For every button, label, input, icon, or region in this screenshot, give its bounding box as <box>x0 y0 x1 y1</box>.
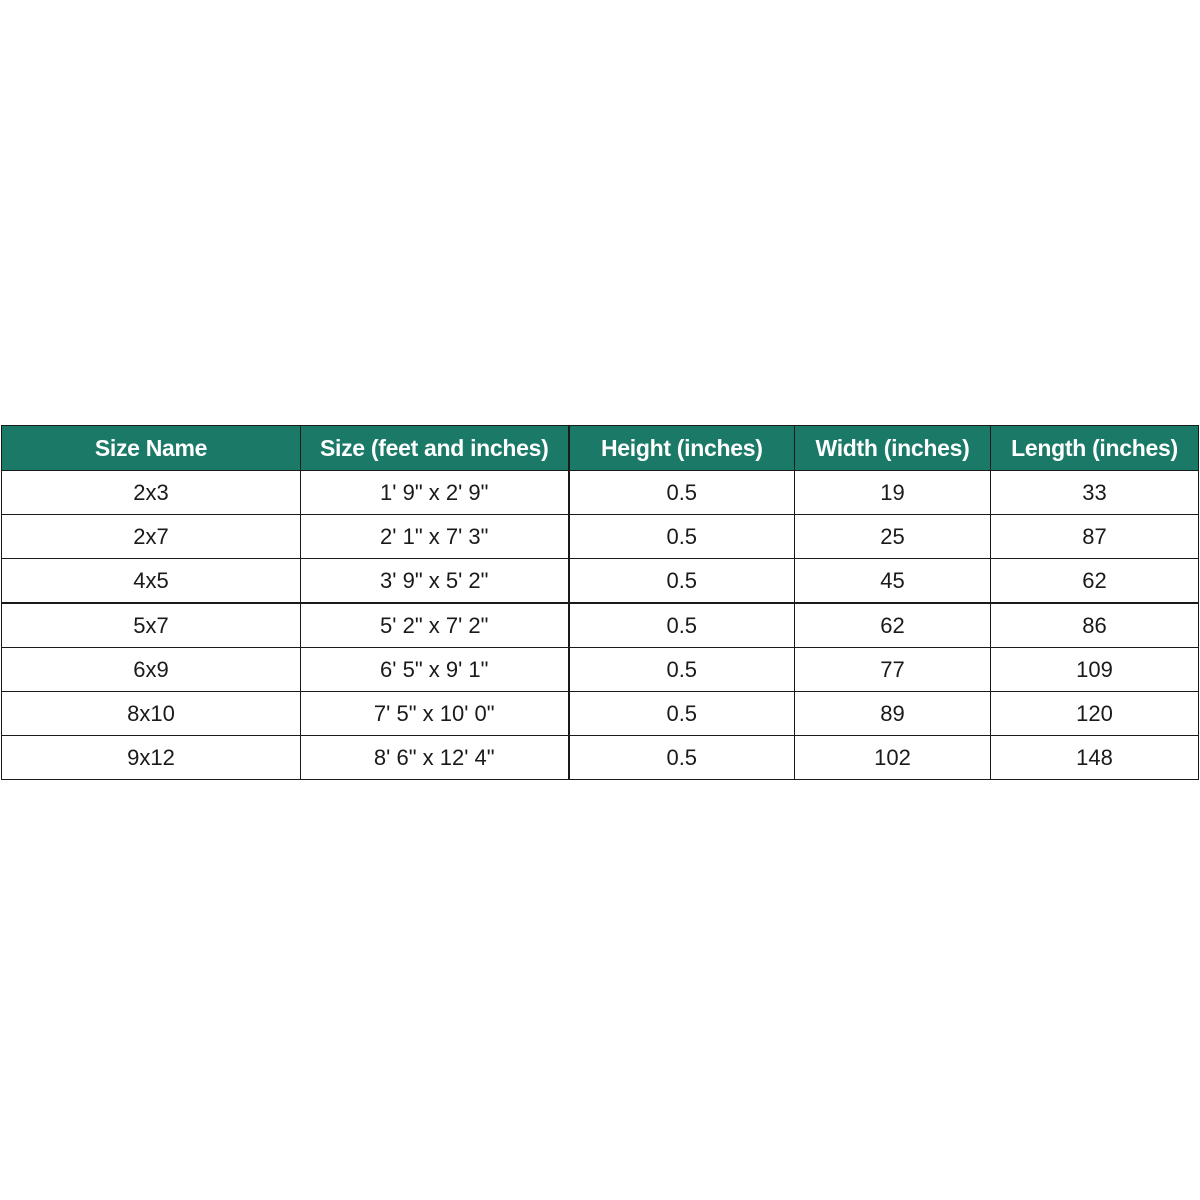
cell-height: 0.5 <box>569 515 795 559</box>
cell-size-name: 8x10 <box>2 692 301 736</box>
cell-size-feet-inches: 1' 9" x 2' 9" <box>301 471 569 515</box>
cell-width: 25 <box>795 515 991 559</box>
cell-width: 45 <box>795 559 991 604</box>
table-row <box>2 648 1199 692</box>
cell-length: 148 <box>991 736 1199 780</box>
cell-length: 109 <box>991 648 1199 692</box>
cell-size-feet-inches: 2' 1" x 7' 3" <box>301 515 569 559</box>
cell-width: 89 <box>795 692 991 736</box>
table-row <box>2 692 1199 736</box>
table-header-row <box>2 426 1199 471</box>
table-row <box>2 736 1199 780</box>
cell-width: 77 <box>795 648 991 692</box>
cell-height: 0.5 <box>569 736 795 780</box>
cell-height: 0.5 <box>569 648 795 692</box>
cell-height: 0.5 <box>569 692 795 736</box>
table-row <box>2 559 1199 604</box>
cell-size-name: 2x7 <box>2 515 301 559</box>
table-row <box>2 603 1199 648</box>
cell-length: 33 <box>991 471 1199 515</box>
table-row <box>2 515 1199 559</box>
cell-size-feet-inches: 3' 9" x 5' 2" <box>301 559 569 604</box>
cell-length: 120 <box>991 692 1199 736</box>
cell-length: 86 <box>991 603 1199 648</box>
cell-height: 0.5 <box>569 559 795 604</box>
cell-length: 62 <box>991 559 1199 604</box>
cell-size-name: 2x3 <box>2 471 301 515</box>
header-size-name: Size Name <box>2 426 301 471</box>
header-size-feet-inches: Size (feet and inches) <box>301 426 569 471</box>
cell-height: 0.5 <box>569 471 795 515</box>
cell-width: 19 <box>795 471 991 515</box>
cell-size-name: 9x12 <box>2 736 301 780</box>
cell-height: 0.5 <box>569 603 795 648</box>
header-height: Height (inches) <box>569 426 795 471</box>
size-table <box>1 425 1199 780</box>
cell-size-feet-inches: 8' 6" x 12' 4" <box>301 736 569 780</box>
cell-size-name: 6x9 <box>2 648 301 692</box>
header-length: Length (inches) <box>991 426 1199 471</box>
cell-width: 62 <box>795 603 991 648</box>
cell-width: 102 <box>795 736 991 780</box>
cell-length: 87 <box>991 515 1199 559</box>
cell-size-feet-inches: 6' 5" x 9' 1" <box>301 648 569 692</box>
cell-size-feet-inches: 7' 5" x 10' 0" <box>301 692 569 736</box>
header-width: Width (inches) <box>795 426 991 471</box>
table-row <box>2 471 1199 515</box>
cell-size-name: 5x7 <box>2 603 301 648</box>
cell-size-feet-inches: 5' 2" x 7' 2" <box>301 603 569 648</box>
cell-size-name: 4x5 <box>2 559 301 604</box>
